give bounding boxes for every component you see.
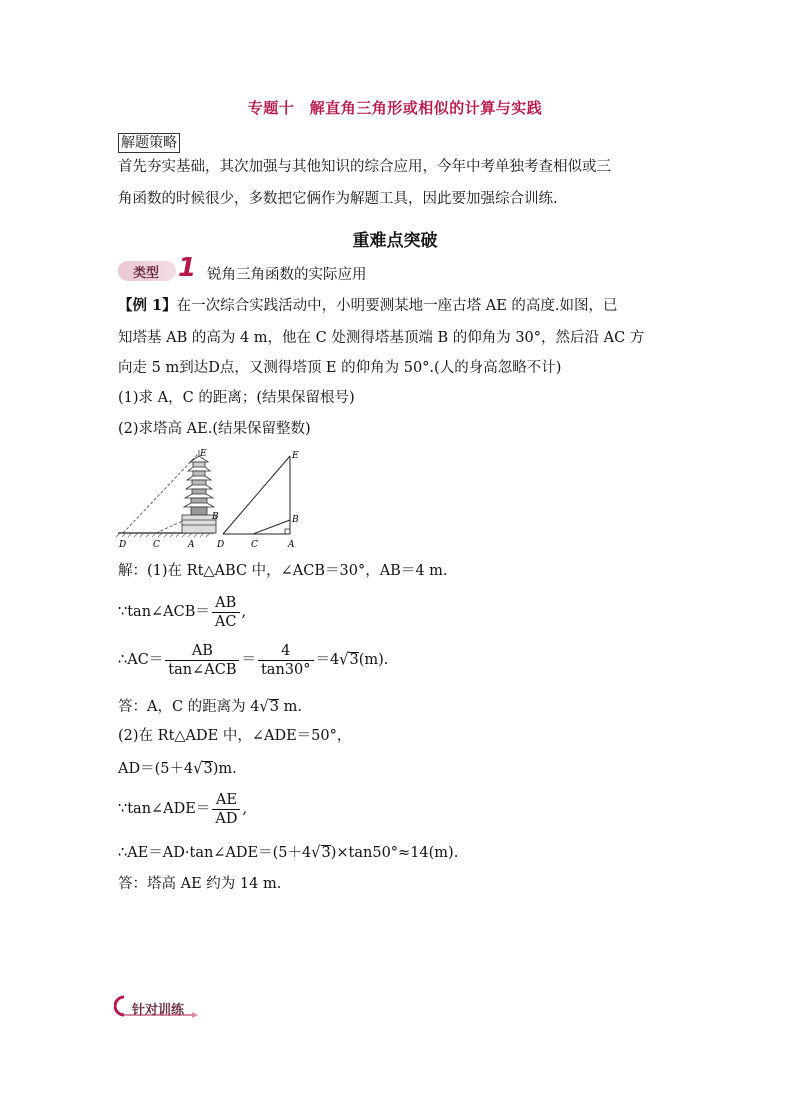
- strategy-line-1: 首先夯实基础，其次加强与其他知识的综合应用，今年中考单独考查相似或三: [118, 159, 611, 175]
- sqrt-icon: √: [259, 698, 269, 716]
- left-label-D: D: [119, 540, 127, 550]
- example-line-2: 知塔基 AB 的高为 4 m，他在 C 处测得塔基顶端 B 的仰角为 30°，然后沿 AC 方: [118, 330, 645, 346]
- answer-1-prefix: 答：A，C 的距离为 4: [118, 699, 260, 715]
- radicand: 3: [203, 761, 213, 777]
- pagoda-icon: [182, 450, 216, 533]
- question-1: (1)求 A，C 的距离；(结果保留根号): [118, 390, 355, 406]
- solution-line-9: 答：塔高 AE 约为 14 m.: [118, 876, 282, 892]
- sqrt-icon: √: [193, 760, 203, 778]
- frac-denominator: AD: [215, 810, 238, 827]
- ad-prefix: AD＝(5＋4: [118, 761, 194, 777]
- fraction-4-tan30: [258, 642, 314, 679]
- radicand: 3: [321, 845, 331, 861]
- solution-line-2: [118, 593, 246, 631]
- left-label-C: C: [153, 540, 160, 550]
- tan-ade-prefix: ∵tan∠ADE＝: [118, 801, 211, 817]
- left-label-E: E: [200, 449, 207, 459]
- left-label-A: A: [188, 540, 195, 550]
- section-heading: 重难点突破: [352, 231, 438, 251]
- ae-prefix: ∴AE＝AD·tan∠ADE＝(5＋4: [118, 845, 312, 861]
- ad-suffix: )m.: [212, 761, 237, 777]
- left-label-B: B: [212, 512, 219, 522]
- geometry-diagram: [223, 456, 290, 534]
- frac-denominator: AC: [214, 613, 237, 630]
- example-tag: 【例 1】: [118, 297, 177, 314]
- frac-numerator: AE: [212, 791, 240, 810]
- question-2: (2)求塔高 AE.(结果保留整数): [118, 421, 311, 437]
- example-line-1: [118, 296, 618, 316]
- training-badge-label: 针对训练: [132, 1003, 185, 1018]
- radicand: 3: [349, 652, 359, 668]
- fraction-ab-ac: [212, 594, 240, 631]
- solution-line-7: [118, 790, 247, 828]
- sqrt-icon: √: [339, 651, 349, 669]
- type-title: 锐角三角函数的实际应用: [207, 267, 367, 283]
- ae-suffix: )×tan50°≈14(m).: [330, 845, 459, 861]
- strategy-label: 解题策略: [118, 133, 180, 153]
- frac-numerator: 4: [258, 642, 314, 661]
- strategy-line-2: 角函数的时候很少，多数把它俩作为解题工具，因此要加强综合训练.: [118, 191, 558, 207]
- solution-line-6: [118, 759, 237, 779]
- solution-line-4: [118, 697, 302, 717]
- fraction-ab-tan: [165, 642, 239, 679]
- type-badge-number: 1: [178, 253, 197, 283]
- answer-1-suffix: m.: [279, 699, 302, 715]
- right-label-D: D: [217, 540, 225, 550]
- frac-denominator: tan30°: [260, 661, 311, 678]
- ac-prefix: ∴AC＝: [118, 652, 164, 668]
- tan-acb-prefix: ∵tan∠ACB＝: [118, 604, 210, 620]
- example-text-1: 在一次综合实践活动中，小明要测某地一座古塔 AE 的高度.如图，已: [176, 298, 618, 314]
- page-title: 专题十 解直角三角形或相似的计算与实践: [247, 99, 543, 117]
- fraction-ae-ad: [212, 791, 240, 828]
- right-label-A: A: [288, 540, 295, 550]
- right-label-C: C: [251, 540, 258, 550]
- comma: ,: [241, 604, 247, 620]
- sqrt-icon: √: [311, 844, 321, 862]
- example-line-3: 向走 5 m到达D点，又测得塔顶 E 的仰角为 50°.(人的身高忽略不计): [118, 360, 562, 376]
- frac-denominator: tan∠ACB: [168, 661, 237, 678]
- solution-line-3: [118, 641, 388, 679]
- right-label-E: E: [292, 451, 299, 461]
- comma: ,: [242, 801, 248, 817]
- solution-line-8: [118, 843, 458, 863]
- type-badge-label: 类型: [133, 266, 160, 281]
- equals: ＝: [241, 652, 256, 668]
- solution-line-1: 解：(1)在 Rt△ABC 中，∠ACB＝30°，AB＝4 m.: [118, 563, 448, 579]
- pagoda-diagram: [116, 449, 219, 550]
- unit: (m).: [358, 652, 389, 668]
- right-label-B: B: [292, 515, 299, 525]
- frac-numerator: AB: [165, 642, 239, 661]
- equals-4: ＝4: [315, 652, 340, 668]
- frac-numerator: AB: [212, 594, 240, 613]
- solution-line-5: (2)在 Rt△ADE 中，∠ADE＝50°，: [118, 728, 352, 744]
- radicand: 3: [269, 699, 279, 715]
- problem-figure: [116, 446, 316, 550]
